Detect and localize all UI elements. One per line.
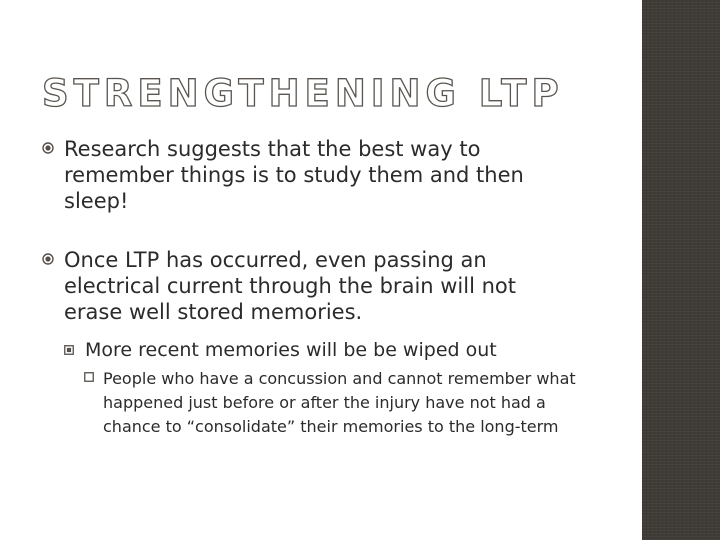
bullet-item	[42, 136, 602, 214]
decorative-sidebar	[642, 0, 720, 540]
slide-title: STRENGTHENING LTP	[42, 72, 564, 115]
sub-sub-bullet-text: People who have a concussion and cannot remember what happened just before or after the injury have not had a chance to “consolidate” their memories to the long-term	[103, 369, 576, 436]
sub-bullet-text: More recent memories will be be wiped out	[85, 339, 497, 361]
sub-sub-bullet-item	[84, 367, 624, 439]
square-bullet-icon	[64, 345, 74, 355]
circle-dot-bullet-icon	[42, 142, 54, 154]
circle-dot-bullet-icon	[42, 253, 54, 265]
open-square-bullet-icon	[84, 372, 94, 382]
bullet-text: Research suggests that the best way to remember things is to study them and then sleep!	[64, 137, 524, 213]
sub-bullet-item	[64, 338, 584, 362]
bullet-item	[42, 247, 602, 325]
bullet-text: Once LTP has occurred, even passing an electrical current through the brain will not erase well stored memories.	[64, 248, 517, 324]
